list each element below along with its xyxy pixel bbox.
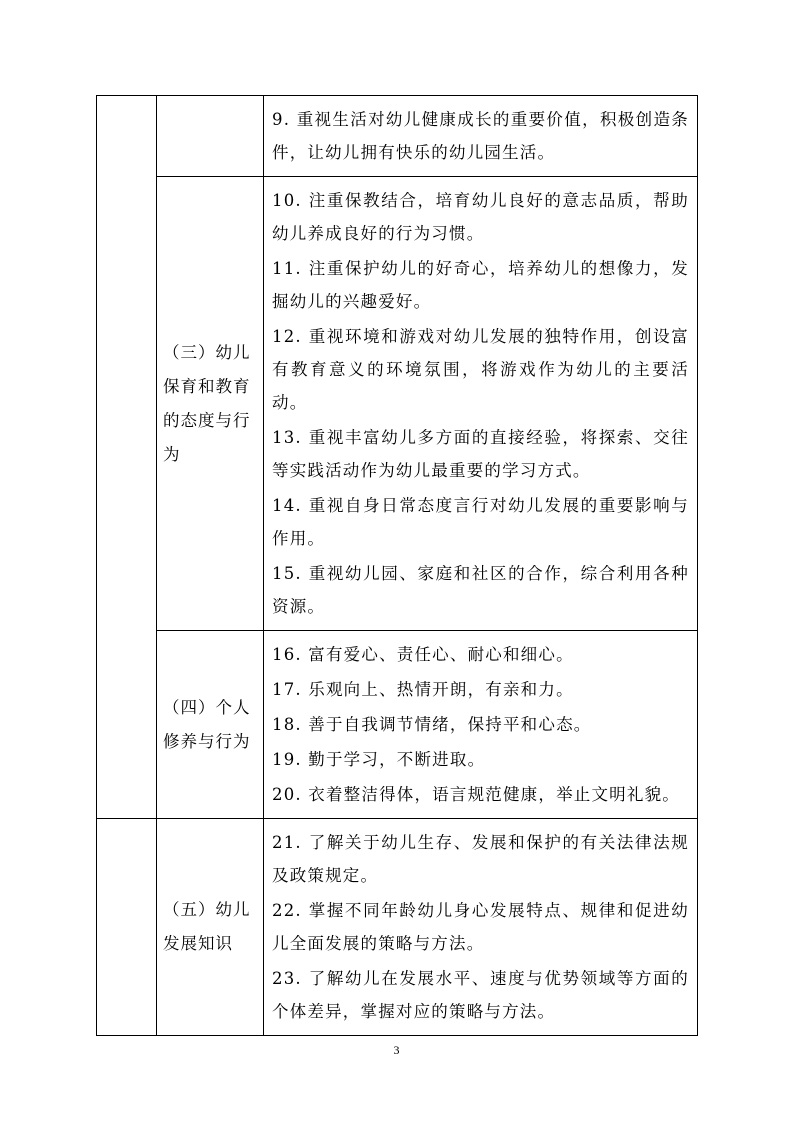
dimension-cell-2 [97, 819, 157, 1036]
category-cell: （三）幼儿保育和教育的态度与行为 [157, 177, 264, 631]
dimension-cell-1 [97, 96, 157, 819]
standards-table [96, 95, 698, 1036]
items-cell [264, 631, 698, 819]
items-cell [264, 177, 698, 631]
list-item: 16. 富有爱心、责任心、耐心和细心。 [272, 645, 574, 664]
list-item: 9. 重视生活对幼儿健康成长的重要价值，积极创造条件，让幼儿拥有快乐的幼儿园生活。 [272, 110, 689, 162]
list-item: 11. 注重保护幼儿的好奇心，培养幼儿的想像力，发掘幼儿的兴趣爱好。 [272, 259, 689, 311]
list-item: 19. 勤于学习，不断进取。 [272, 750, 486, 769]
list-item: 17. 乐观向上、热情开朗，有亲和力。 [272, 680, 574, 699]
page-number: 3 [393, 1043, 400, 1057]
table-row [97, 96, 698, 177]
list-item: 22. 掌握不同年龄幼儿身心发展特点、规律和促进幼儿全面发展的策略与方法。 [272, 901, 689, 953]
list-item: 10. 注重保教结合，培育幼儿良好的意志品质，帮助幼儿养成良好的行为习惯。 [272, 191, 689, 243]
items-cell [264, 819, 698, 1036]
list-item: 18. 善于自我调节情绪，保持平和心态。 [272, 715, 592, 734]
table-row [97, 819, 698, 1036]
table-row [97, 631, 698, 819]
category-cell [157, 96, 264, 177]
list-item: 13. 重视丰富幼儿多方面的直接经验，将探索、交往等实践活动作为幼儿最重要的学习方式。 [272, 428, 689, 480]
list-item: 15. 重视幼儿园、家庭和社区的合作，综合利用各种资源。 [272, 564, 689, 616]
list-item: 23. 了解幼儿在发展水平、速度与优势领域等方面的个体差异，掌握对应的策略与方法。 [272, 969, 689, 1021]
category-cell: （四）个人修养与行为 [157, 631, 264, 819]
list-item: 21. 了解关于幼儿生存、发展和保护的有关法律法规及政策规定。 [272, 833, 689, 885]
list-item: 14. 重视自身日常态度言行对幼儿发展的重要影响与作用。 [272, 496, 689, 548]
items-cell [264, 96, 698, 177]
table-row [97, 177, 698, 631]
category-cell: （五）幼儿发展知识 [157, 819, 264, 1036]
list-item: 12. 重视环境和游戏对幼儿发展的独特作用，创设富有教育意义的环境氛围，将游戏作为幼儿的主要活动。 [272, 327, 689, 412]
list-item: 20. 衣着整洁得体，语言规范健康，举止文明礼貌。 [272, 785, 680, 804]
